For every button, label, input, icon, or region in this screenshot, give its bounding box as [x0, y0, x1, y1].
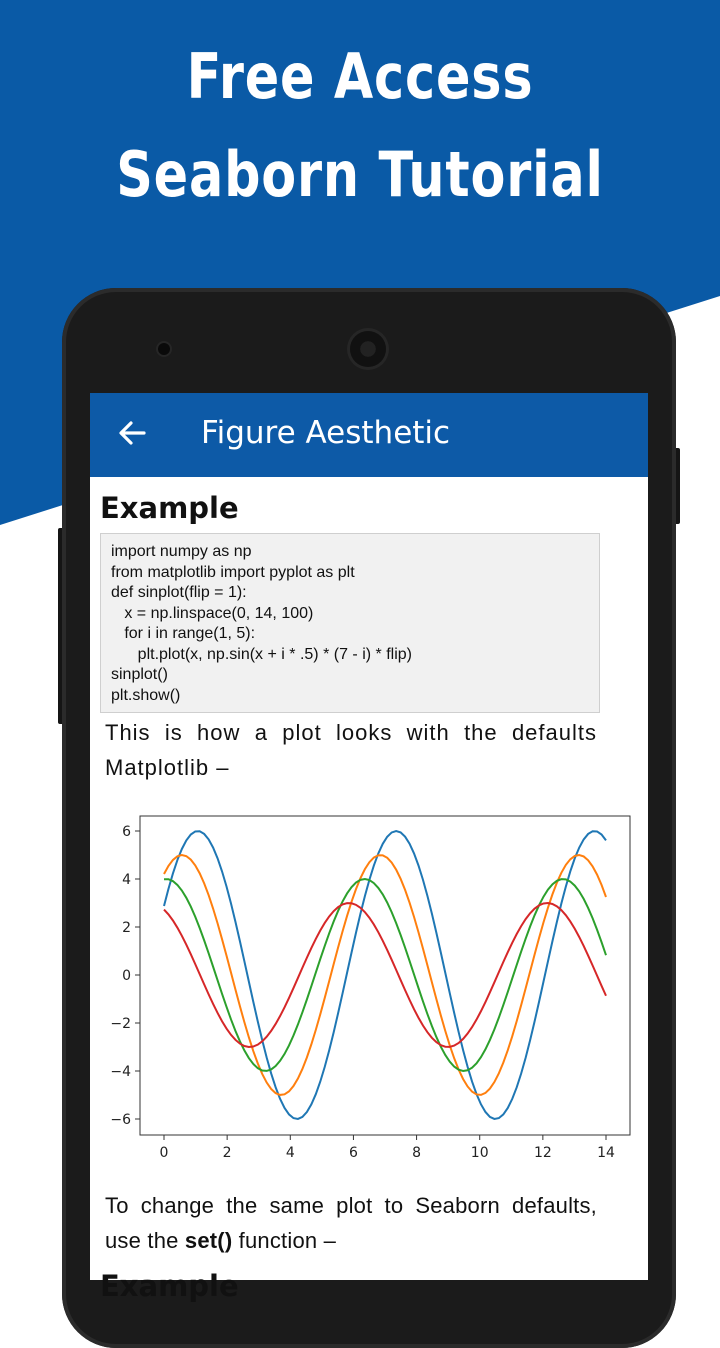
x-tick-label: 4 — [285, 1145, 295, 1161]
code-line: import numpy as np — [111, 543, 252, 560]
paragraph-defaults: This is how a plot looks with the defaults Matplotlib – — [105, 720, 597, 780]
code-line: for i in range(1, 5): — [111, 625, 256, 642]
function-name: set() — [184, 1228, 233, 1253]
code-line: plt.plot(x, np.sin(x + i * .5) * (7 - i) * flip) — [111, 645, 412, 663]
x-tick-label: 12 — [533, 1145, 552, 1161]
code-line: plt.show() — [111, 686, 181, 704]
y-tick-label: −6 — [110, 1112, 131, 1128]
x-tick-label: 14 — [597, 1145, 615, 1161]
promo-headline-line1: Free Access — [186, 40, 534, 113]
code-line: def sinplot(flip = 1): — [111, 584, 247, 601]
next-section-title: Example — [100, 1269, 239, 1303]
y-tick-label: 0 — [122, 968, 131, 984]
app-bar — [90, 393, 648, 477]
x-tick-label: 10 — [470, 1145, 489, 1161]
y-tick-label: 4 — [122, 872, 131, 888]
y-tick-label: 2 — [122, 920, 131, 936]
paragraph-text: function – — [232, 1228, 337, 1253]
code-block — [100, 533, 600, 713]
code-line: sinplot() — [111, 666, 168, 683]
x-tick-label: 2 — [222, 1145, 232, 1161]
x-tick-label: 8 — [412, 1145, 422, 1161]
phone-screen — [90, 393, 648, 1303]
code-line: from matplotlib import pyplot as plt — [111, 563, 355, 581]
y-tick-label: 6 — [122, 824, 131, 840]
paragraph-seaborn — [105, 1188, 597, 1258]
arrow-back-icon[interactable] — [114, 411, 154, 455]
section-title: Example — [100, 491, 239, 525]
promo-headline-line2: Seaborn Tutorial — [116, 138, 604, 211]
x-tick-label: 0 — [159, 1145, 169, 1161]
y-tick-label: −2 — [110, 1016, 131, 1032]
code-line: x = np.linspace(0, 14, 100) — [111, 604, 314, 622]
earpiece-speaker — [350, 331, 386, 367]
paragraph-text: To change the same plot to Seaborn defaults, use the — [105, 1193, 597, 1253]
x-tick-label: 6 — [348, 1145, 358, 1161]
sine-plot-chart — [90, 803, 648, 1183]
page-title: Figure Aesthetic — [201, 415, 451, 451]
plot-frame — [140, 816, 630, 1135]
y-tick-label: −4 — [110, 1064, 131, 1080]
front-camera — [158, 343, 170, 355]
